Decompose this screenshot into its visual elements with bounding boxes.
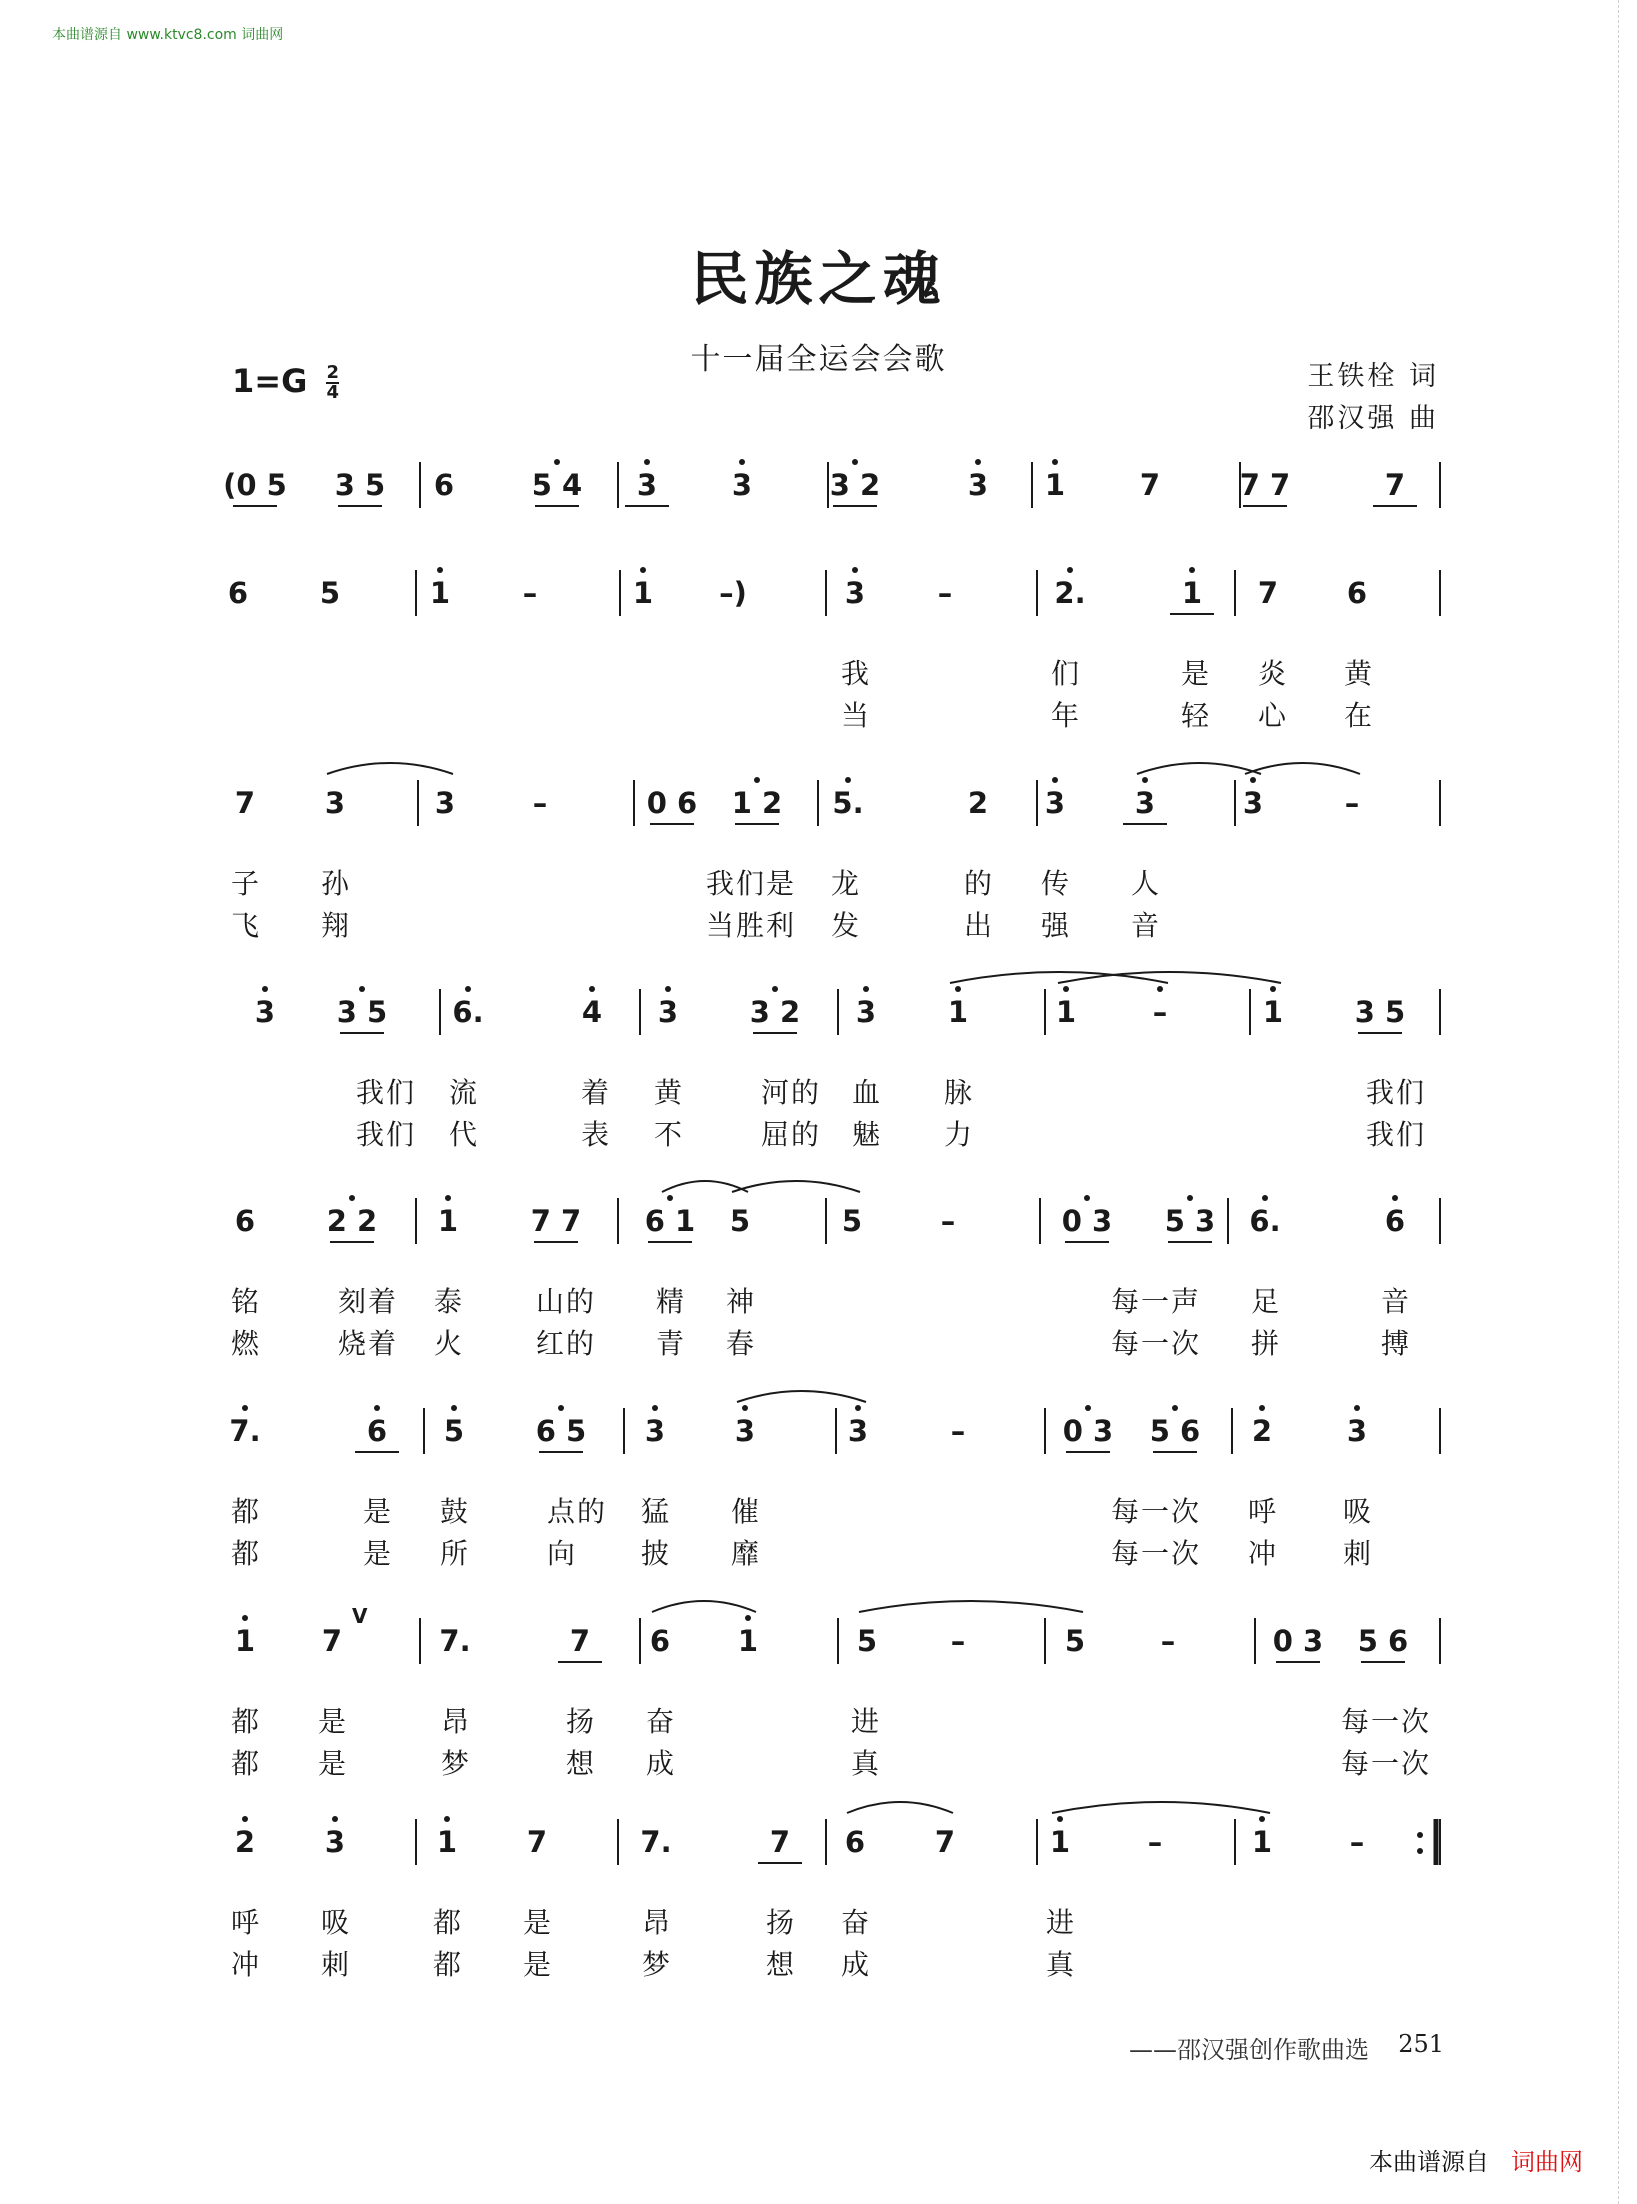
octave-dot — [242, 1615, 248, 1621]
note: 5 4 — [531, 468, 583, 502]
lyric-verse-1: 每一次 — [1111, 1495, 1202, 1528]
note: 3 — [967, 468, 989, 502]
note: – — [1147, 1825, 1163, 1859]
octave-dot — [855, 1405, 861, 1411]
note: 2 — [967, 786, 989, 820]
note: 4 — [581, 995, 603, 1029]
note: 7 — [526, 1825, 548, 1859]
note: 3 — [844, 576, 866, 610]
lyric-verse-2: 翔 — [321, 909, 352, 942]
note: 3 — [324, 786, 346, 820]
slur — [847, 1802, 953, 1813]
lyric-verse-1: 传 — [1041, 867, 1072, 900]
note: 6 — [366, 1414, 388, 1448]
octave-dot — [754, 777, 760, 783]
note: 3 — [434, 786, 456, 820]
lyric-verse-2: 都 — [231, 1747, 262, 1780]
octave-dot — [437, 567, 443, 573]
lyric-verse-1: 河的 — [761, 1076, 822, 1109]
lyric-verse-1: 呼 — [231, 1906, 262, 1939]
lyric-verse-1: 吸 — [1343, 1495, 1374, 1528]
lyric-verse-2: 表 — [581, 1118, 612, 1151]
note: – — [950, 1414, 966, 1448]
lyric-verse-1: 黄 — [654, 1076, 685, 1109]
note: 1 — [436, 1825, 458, 1859]
note: 1 — [632, 576, 654, 610]
note: 0 3 — [1062, 1414, 1114, 1448]
lyric-verse-1: 精 — [656, 1285, 687, 1318]
note: 2 — [234, 1825, 256, 1859]
note: 6 — [649, 1624, 671, 1658]
repeat-dot — [1417, 1848, 1423, 1854]
lyric-verse-1: 我们是 — [706, 867, 797, 900]
lyric-verse-2: 想 — [566, 1747, 597, 1780]
note: 3 — [644, 1414, 666, 1448]
note: 6. — [1249, 1204, 1281, 1238]
slur — [737, 1391, 866, 1402]
octave-dot — [1392, 1195, 1398, 1201]
note: 6 — [1384, 1204, 1406, 1238]
octave-dot — [1085, 1405, 1091, 1411]
lyric-verse-1: 我们 — [356, 1076, 417, 1109]
octave-dot — [1063, 986, 1069, 992]
note: – — [937, 576, 953, 610]
lyric-verse-1: 我 — [841, 657, 872, 690]
octave-dot — [451, 1405, 457, 1411]
lyric-verse-1: 进 — [1046, 1906, 1077, 1939]
composer-credit: 邵汉强 曲 — [1307, 403, 1439, 434]
lyric-verse-2: 强 — [1041, 909, 1072, 942]
lyric-verse-1: 我们 — [1366, 1076, 1427, 1109]
note: – — [1160, 1624, 1176, 1658]
note: 3 — [1346, 1414, 1368, 1448]
note: 3 5 — [1354, 995, 1406, 1029]
lyric-verse-2: 搏 — [1381, 1327, 1412, 1360]
note: 1 — [737, 1624, 759, 1658]
octave-dot — [955, 986, 961, 992]
octave-dot — [349, 1195, 355, 1201]
lyric-verse-1: 人 — [1131, 867, 1162, 900]
note: 6 — [844, 1825, 866, 1859]
lyric-verse-1: 猛 — [641, 1495, 672, 1528]
lyric-verse-1: 点的 — [547, 1495, 608, 1528]
lyric-verse-2: 当 — [841, 699, 872, 732]
note: 1 — [1181, 576, 1203, 610]
note: 5. — [832, 786, 864, 820]
song-title: 民族之魂 — [690, 245, 947, 313]
repeat-dot — [1417, 1832, 1423, 1838]
octave-dot — [1157, 986, 1163, 992]
note: (0 5 — [223, 468, 287, 502]
octave-dot — [262, 986, 268, 992]
lyric-verse-2: 音 — [1131, 909, 1162, 942]
note: 7. — [229, 1414, 261, 1448]
octave-dot — [242, 1816, 248, 1822]
lyric-verse-1: 脉 — [944, 1076, 975, 1109]
lyric-verse-2: 梦 — [642, 1948, 673, 1981]
slur — [1052, 1802, 1270, 1813]
lyric-verse-1: 音 — [1381, 1285, 1412, 1318]
lyric-verse-2: 靡 — [731, 1537, 762, 1570]
lyric-verse-2: 真 — [851, 1747, 882, 1780]
octave-dot — [242, 1405, 248, 1411]
octave-dot — [445, 1195, 451, 1201]
lyric-verse-1: 山的 — [536, 1285, 597, 1318]
lyricist-credit: 王铁栓 词 — [1307, 361, 1439, 392]
note: 7 — [321, 1624, 343, 1658]
note: – — [1152, 995, 1168, 1029]
lyric-verse-1: 扬 — [566, 1705, 597, 1738]
note: 6. — [452, 995, 484, 1029]
note: 0 3 — [1061, 1204, 1113, 1238]
octave-dot — [739, 459, 745, 465]
note: 6 — [433, 468, 455, 502]
octave-dot — [863, 986, 869, 992]
lyric-verse-2: 力 — [944, 1118, 975, 1151]
note: 0 6 — [646, 786, 698, 820]
octave-dot — [465, 986, 471, 992]
note: 1 2 — [731, 786, 783, 820]
note: –) — [719, 576, 747, 610]
note: 1 — [1055, 995, 1077, 1029]
slur — [652, 1601, 756, 1612]
note: 3 — [1242, 786, 1264, 820]
lyric-verse-2: 心 — [1258, 699, 1289, 732]
note: 7 — [934, 1825, 956, 1859]
lyric-verse-2: 飞 — [231, 909, 262, 942]
lyric-verse-1: 们 — [1051, 657, 1082, 690]
bottom-watermark-site: 词曲网 — [1511, 2148, 1583, 2176]
lyric-verse-2: 冲 — [231, 1948, 262, 1981]
time-signature-bottom: 4 — [326, 382, 340, 403]
lyric-verse-2: 成 — [646, 1747, 677, 1780]
lyric-verse-1: 子 — [231, 867, 262, 900]
octave-dot — [1067, 567, 1073, 573]
lyric-verse-2: 出 — [964, 909, 995, 942]
lyric-verse-1: 都 — [231, 1495, 262, 1528]
lyric-verse-1: 奋 — [841, 1906, 872, 1939]
lyric-verse-1: 奋 — [646, 1705, 677, 1738]
octave-dot — [1270, 986, 1276, 992]
note: 7 7 — [530, 1204, 582, 1238]
note: 5 — [319, 576, 341, 610]
lyric-verse-1: 每一声 — [1111, 1285, 1202, 1318]
lyric-verse-1: 都 — [231, 1705, 262, 1738]
note: 3 — [734, 1414, 756, 1448]
lyric-verse-2: 都 — [433, 1948, 464, 1981]
lyric-verse-1: 是 — [523, 1906, 554, 1939]
note: 3 — [657, 995, 679, 1029]
lyric-verse-1: 黄 — [1344, 657, 1375, 690]
octave-dot — [852, 567, 858, 573]
note: 2. — [1054, 576, 1086, 610]
note: – — [522, 576, 538, 610]
octave-dot — [665, 986, 671, 992]
note: 3 — [1134, 786, 1156, 820]
lyric-verse-1: 血 — [852, 1076, 883, 1109]
octave-dot — [1354, 1405, 1360, 1411]
note: 3 2 — [749, 995, 801, 1029]
octave-dot — [554, 459, 560, 465]
lyric-verse-2: 红的 — [536, 1327, 597, 1360]
lyric-verse-2: 披 — [641, 1537, 672, 1570]
note: 7. — [640, 1825, 672, 1859]
note: 6 — [227, 576, 249, 610]
note: 1 — [429, 576, 451, 610]
slur — [1137, 763, 1261, 774]
note: 7 — [569, 1624, 591, 1658]
octave-dot — [1084, 1195, 1090, 1201]
lyric-verse-2: 每一次 — [1111, 1537, 1202, 1570]
breath-mark: V — [352, 1604, 368, 1628]
lyric-verse-1: 流 — [449, 1076, 480, 1109]
slur — [732, 1181, 860, 1192]
note: 7 7 — [1239, 468, 1291, 502]
lyric-verse-2: 青 — [656, 1327, 687, 1360]
lyric-verse-2: 向 — [547, 1537, 578, 1570]
octave-dot — [1262, 1195, 1268, 1201]
octave-dot — [667, 1195, 673, 1201]
lyric-verse-1: 炎 — [1258, 657, 1289, 690]
note: 6 1 — [644, 1204, 696, 1238]
note: 5 3 — [1164, 1204, 1216, 1238]
note: 7 — [1139, 468, 1161, 502]
lyric-verse-1: 吸 — [321, 1906, 352, 1939]
lyric-verse-1: 的 — [964, 867, 995, 900]
note: 2 — [1251, 1414, 1273, 1448]
note: 3 — [847, 1414, 869, 1448]
octave-dot — [640, 567, 646, 573]
note: – — [1344, 786, 1360, 820]
note: 5 — [856, 1624, 878, 1658]
lyric-verse-2: 年 — [1051, 699, 1082, 732]
note: 5 — [841, 1204, 863, 1238]
octave-dot — [1187, 1195, 1193, 1201]
octave-dot — [1052, 459, 1058, 465]
note: 5 — [443, 1414, 465, 1448]
collection-footer: ——邵汉强创作歌曲选 — [1129, 2036, 1369, 2064]
lyric-verse-2: 代 — [449, 1118, 480, 1151]
note: 7 — [769, 1825, 791, 1859]
octave-dot — [374, 1405, 380, 1411]
note: – — [940, 1204, 956, 1238]
lyric-verse-2: 是 — [363, 1537, 394, 1570]
note: 3 5 — [334, 468, 386, 502]
note: 6 — [234, 1204, 256, 1238]
page-number: 251 — [1398, 2030, 1444, 2058]
note: 1 — [1262, 995, 1284, 1029]
lyric-verse-1: 是 — [363, 1495, 394, 1528]
lyric-verse-2: 刺 — [321, 1948, 352, 1981]
octave-dot — [589, 986, 595, 992]
octave-dot — [444, 1816, 450, 1822]
note: 7 — [1384, 468, 1406, 502]
lyric-verse-2: 都 — [231, 1537, 262, 1570]
note: 5 6 — [1149, 1414, 1201, 1448]
note: 0 3 — [1272, 1624, 1324, 1658]
note: 3 — [324, 1825, 346, 1859]
lyric-verse-2: 当胜利 — [706, 909, 797, 942]
note: 3 — [731, 468, 753, 502]
lyric-verse-2: 是 — [523, 1948, 554, 1981]
note: – — [950, 1624, 966, 1658]
note: 3 — [1044, 786, 1066, 820]
octave-dot — [644, 459, 650, 465]
note: 1 — [1044, 468, 1066, 502]
octave-dot — [1052, 777, 1058, 783]
lyric-verse-1: 鼓 — [440, 1495, 471, 1528]
lyric-verse-2: 每一次 — [1341, 1747, 1432, 1780]
lyric-verse-2: 所 — [440, 1537, 471, 1570]
note: 7. — [439, 1624, 471, 1658]
lyric-verse-2: 屈的 — [761, 1118, 822, 1151]
note: 2 2 — [326, 1204, 378, 1238]
lyric-verse-1: 孙 — [321, 867, 352, 900]
octave-dot — [975, 459, 981, 465]
lyric-verse-2: 刺 — [1343, 1537, 1374, 1570]
lyric-verse-1: 泰 — [434, 1285, 465, 1318]
note: 7 — [1257, 576, 1279, 610]
octave-dot — [652, 1405, 658, 1411]
lyric-verse-2: 我们 — [1366, 1118, 1427, 1151]
note: 3 — [636, 468, 658, 502]
lyric-verse-2: 发 — [831, 909, 862, 942]
note: 3 2 — [829, 468, 881, 502]
octave-dot — [852, 459, 858, 465]
time-signature-top: 2 — [326, 362, 340, 383]
lyric-verse-2: 真 — [1046, 1948, 1077, 1981]
slur — [327, 763, 453, 774]
note: 3 5 — [336, 995, 388, 1029]
lyric-verse-2: 是 — [318, 1747, 349, 1780]
octave-dot — [1250, 777, 1256, 783]
lyric-verse-1: 铭 — [231, 1285, 262, 1318]
lyric-verse-2: 拼 — [1251, 1327, 1282, 1360]
octave-dot — [1172, 1405, 1178, 1411]
lyric-verse-2: 烧着 — [338, 1327, 399, 1360]
octave-dot — [742, 1405, 748, 1411]
lyric-verse-1: 都 — [433, 1906, 464, 1939]
lyric-verse-1: 刻着 — [338, 1285, 399, 1318]
bottom-watermark-source: 本曲谱源自 — [1369, 2148, 1489, 2176]
lyric-verse-2: 在 — [1344, 699, 1375, 732]
lyric-verse-1: 呼 — [1248, 1495, 1279, 1528]
octave-dot — [845, 777, 851, 783]
lyric-verse-1: 龙 — [831, 867, 862, 900]
lyric-verse-2: 我们 — [356, 1118, 417, 1151]
lyric-verse-2: 不 — [654, 1118, 685, 1151]
lyric-verse-1: 每一次 — [1341, 1705, 1432, 1738]
slur — [859, 1601, 1083, 1612]
octave-dot — [772, 986, 778, 992]
note: – — [1349, 1825, 1365, 1859]
note: 3 — [855, 995, 877, 1029]
note: 1 — [947, 995, 969, 1029]
note: 7 — [234, 786, 256, 820]
lyric-verse-2: 火 — [434, 1327, 465, 1360]
octave-dot — [359, 986, 365, 992]
octave-dot — [1259, 1816, 1265, 1822]
octave-dot — [1057, 1816, 1063, 1822]
note: 5 — [729, 1204, 751, 1238]
lyric-verse-1: 扬 — [766, 1906, 797, 1939]
lyric-verse-1: 进 — [851, 1705, 882, 1738]
octave-dot — [1189, 567, 1195, 573]
lyric-verse-2: 冲 — [1248, 1537, 1279, 1570]
lyric-verse-2: 每一次 — [1111, 1327, 1202, 1360]
lyric-verse-1: 昂 — [642, 1906, 673, 1939]
lyric-verse-1: 昂 — [441, 1705, 472, 1738]
note: – — [532, 786, 548, 820]
lyric-verse-1: 足 — [1251, 1285, 1282, 1318]
lyric-verse-2: 轻 — [1181, 699, 1212, 732]
lyric-verse-2: 成 — [841, 1948, 872, 1981]
note: 6 — [1346, 576, 1368, 610]
octave-dot — [332, 1816, 338, 1822]
lyric-verse-1: 神 — [726, 1285, 757, 1318]
slur — [1245, 763, 1360, 774]
octave-dot — [558, 1405, 564, 1411]
note: 5 6 — [1357, 1624, 1409, 1658]
top-watermark: 本曲谱源自 www.ktvc8.com 词曲网 — [52, 27, 284, 43]
note: 6 5 — [535, 1414, 587, 1448]
note: 1 — [1049, 1825, 1071, 1859]
octave-dot — [1259, 1405, 1265, 1411]
lyric-verse-1: 是 — [318, 1705, 349, 1738]
note: 3 — [254, 995, 276, 1029]
note: 1 — [437, 1204, 459, 1238]
note: 5 — [1064, 1624, 1086, 1658]
octave-dot — [1142, 777, 1148, 783]
lyric-verse-1: 是 — [1181, 657, 1212, 690]
lyric-verse-2: 想 — [766, 1948, 797, 1981]
note: 1 — [1251, 1825, 1273, 1859]
lyric-verse-2: 魅 — [852, 1118, 883, 1151]
lyric-verse-2: 春 — [726, 1327, 757, 1360]
song-subtitle: 十一届全运会会歌 — [690, 342, 947, 377]
lyric-verse-1: 着 — [581, 1076, 612, 1109]
octave-dot — [745, 1615, 751, 1621]
key-label: 1=G — [232, 362, 308, 400]
lyric-verse-2: 燃 — [231, 1327, 262, 1360]
note: 1 — [234, 1624, 256, 1658]
lyric-verse-1: 催 — [731, 1495, 762, 1528]
lyric-verse-2: 梦 — [441, 1747, 472, 1780]
